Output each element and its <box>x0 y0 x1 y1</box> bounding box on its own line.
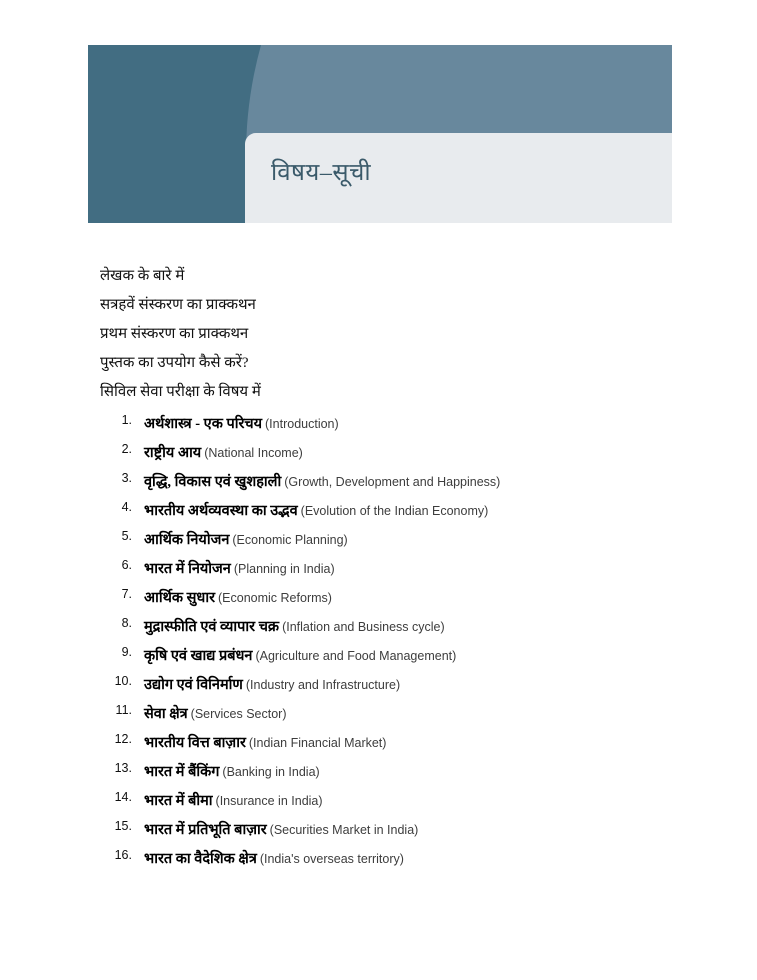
list-item[interactable] <box>100 703 720 732</box>
chapter-title-hindi: भारत में बैंकिंग <box>144 764 220 780</box>
page-title: विषय–सूची <box>271 160 372 186</box>
page-header-banner <box>88 45 672 223</box>
chapter-number: 1. <box>121 413 132 427</box>
chapter-title <box>144 819 418 839</box>
chapter-title-english: (Insurance in India) <box>215 794 323 808</box>
chapter-title-hindi: भारतीय वित्त बाज़ार <box>144 735 246 751</box>
chapter-title-english: (Economic Planning) <box>232 533 348 547</box>
chapter-number: 11. <box>115 703 132 717</box>
title-panel <box>245 133 672 223</box>
chapter-number: 5. <box>121 529 132 543</box>
chapter-title-hindi: राष्ट्रीय आय <box>144 445 202 461</box>
list-item[interactable]: प्रथम संस्करण का प्राक्कथन <box>100 326 249 342</box>
chapter-title-english: (Banking in India) <box>222 765 320 779</box>
chapter-title <box>144 442 303 462</box>
chapter-number: 15. <box>114 819 132 833</box>
list-item[interactable]: पुस्तक का उपयोग कैसे करें? <box>100 355 249 371</box>
list-item[interactable] <box>100 732 720 761</box>
list-item[interactable] <box>100 645 720 674</box>
list-item[interactable] <box>100 529 720 558</box>
chapter-number: 10. <box>114 674 132 688</box>
chapter-number: 7. <box>121 587 132 601</box>
chapter-title <box>144 413 339 433</box>
chapter-number: 6. <box>121 558 132 572</box>
list-item[interactable] <box>100 848 720 877</box>
chapter-title <box>144 645 456 665</box>
list-item[interactable] <box>100 674 720 703</box>
chapter-title <box>144 587 332 607</box>
chapter-number: 3. <box>121 471 132 485</box>
chapter-title <box>144 790 323 810</box>
chapter-title <box>144 732 386 752</box>
list-item[interactable]: सत्रहवें संस्करण का प्राक्कथन <box>100 297 256 313</box>
chapter-number: 14. <box>114 790 132 804</box>
chapter-title <box>144 616 445 636</box>
chapter-title-hindi: उद्योग एवं विनिर्माण <box>144 677 243 693</box>
chapter-title-english: (Economic Reforms) <box>218 591 332 605</box>
chapter-title <box>144 674 400 694</box>
chapter-title-english: (Growth, Development and Happiness) <box>284 475 501 489</box>
list-item[interactable] <box>100 500 720 529</box>
chapter-title <box>144 761 320 781</box>
chapter-list <box>100 413 720 877</box>
chapter-title-english: (Agriculture and Food Management) <box>255 649 457 663</box>
chapter-title <box>144 500 488 520</box>
chapter-number: 2. <box>121 442 132 456</box>
chapter-title-english: (Planning in India) <box>233 562 335 576</box>
chapter-title-hindi: अर्थशास्त्र - एक परिचय <box>144 416 263 432</box>
list-item[interactable] <box>100 442 720 471</box>
chapter-number: 8. <box>121 616 132 630</box>
chapter-title-hindi: वृद्धि, विकास एवं खुशहाली <box>144 474 282 490</box>
list-item[interactable] <box>100 587 720 616</box>
chapter-title-hindi: भारतीय अर्थव्यवस्था का उद्भव <box>144 503 298 519</box>
front-matter-list <box>100 269 660 414</box>
chapter-title-hindi: सेवा क्षेत्र <box>144 706 188 722</box>
chapter-title-hindi: मुद्रास्फीति एवं व्यापार चक्र <box>144 619 280 635</box>
chapter-title-english: (Introduction) <box>265 417 339 431</box>
chapter-title <box>144 529 348 549</box>
chapter-title-english: (Securities Market in India) <box>269 823 419 837</box>
chapter-number: 9. <box>121 645 132 659</box>
list-item[interactable] <box>100 616 720 645</box>
list-item[interactable] <box>100 819 720 848</box>
chapter-title <box>144 471 500 491</box>
list-item[interactable] <box>100 413 720 442</box>
chapter-title-hindi: कृषि एवं खाद्य प्रबंधन <box>144 648 253 664</box>
list-item[interactable] <box>100 558 720 587</box>
chapter-title-english: (National Income) <box>204 446 303 460</box>
chapter-title-hindi: भारत में नियोजन <box>144 561 231 577</box>
chapter-number: 13. <box>114 761 132 775</box>
chapter-title <box>144 848 404 868</box>
chapter-title-hindi: भारत में बीमा <box>144 793 213 809</box>
chapter-title <box>144 703 287 723</box>
chapter-title-english: (Indian Financial Market) <box>248 736 387 750</box>
chapter-title <box>144 558 335 578</box>
list-item[interactable] <box>100 471 720 500</box>
chapter-number: 16. <box>114 848 132 862</box>
chapter-title-english: (Services Sector) <box>190 707 287 721</box>
chapter-title-english: (India's overseas territory) <box>259 852 404 866</box>
chapter-number: 4. <box>121 500 132 514</box>
chapter-number: 12. <box>114 732 132 746</box>
chapter-title-hindi: भारत का वैदेशिक क्षेत्र <box>144 851 257 867</box>
chapter-title-english: (Evolution of the Indian Economy) <box>300 504 489 518</box>
list-item[interactable] <box>100 790 720 819</box>
list-item[interactable] <box>100 761 720 790</box>
chapter-title-hindi: आर्थिक सुधार <box>144 590 216 606</box>
chapter-title-english: (Inflation and Business cycle) <box>282 620 445 634</box>
chapter-title-hindi: आर्थिक नियोजन <box>144 532 230 548</box>
list-item[interactable]: सिविल सेवा परीक्षा के विषय में <box>100 384 261 400</box>
chapter-title-english: (Industry and Infrastructure) <box>245 678 401 692</box>
chapter-title-hindi: भारत में प्रतिभूति बाज़ार <box>144 822 267 838</box>
list-item[interactable]: लेखक के बारे में <box>100 268 185 284</box>
